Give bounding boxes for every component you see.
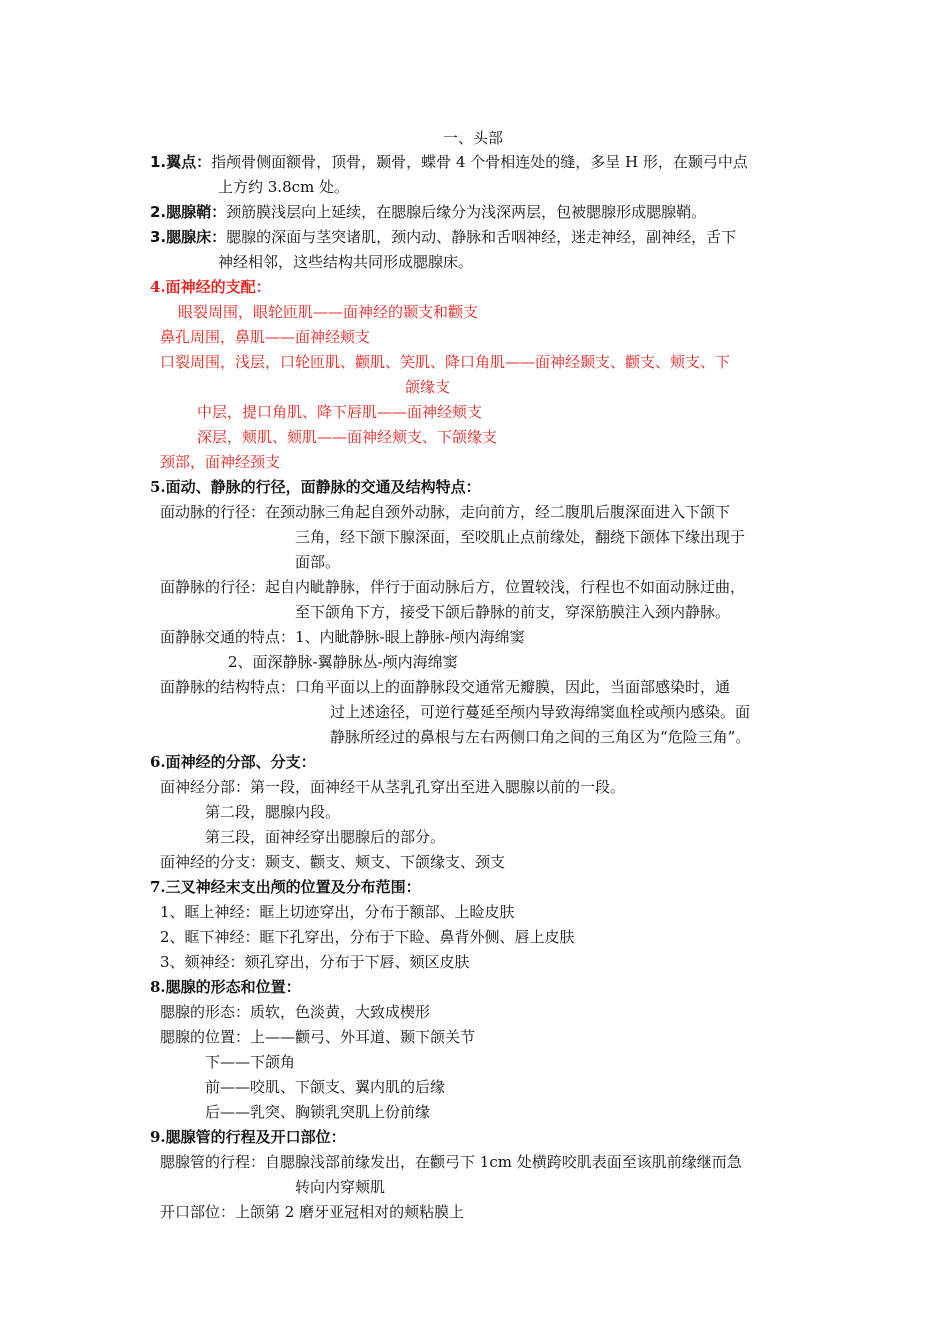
section-8-line: 后——乳突、胸锁乳突肌上份前缘 (205, 1103, 431, 1121)
section-5-line: 面部。 (295, 553, 341, 571)
section-8-heading: 8.腮腺的形态和位置： (150, 978, 301, 996)
section-7-line: 2、眶下神经：眶下孔穿出，分布于下睑、鼻背外侧、唇上皮肤 (160, 928, 575, 946)
section-8-line: 腮腺的位置：上——颧弓、外耳道、颞下颌关节 (160, 1028, 476, 1046)
section-8-line: 下——下颌角 (205, 1053, 296, 1071)
item-number: 2. (150, 203, 167, 221)
item-body: 指颅骨侧面额骨，顶骨，颞骨，蝶骨 4 个骨相连处的缝，多呈 H 形，在颞弓中点 (211, 153, 748, 171)
item-1-pterion (150, 150, 748, 175)
section-4-heading: 4.面神经的支配： (150, 278, 271, 296)
section-5-line: 面静脉的结构特点：口角平面以上的面静脉段交通常无瓣膜，因此，当面部感染时，通 (160, 678, 731, 696)
section-6-heading: 6.面神经的分部、分支： (150, 753, 316, 771)
item-number: 1. (150, 153, 167, 171)
item-body: 腮腺的深面与茎突诸肌，颈内动、静脉和舌咽神经，迷走神经，副神经，舌下 (226, 228, 737, 246)
section-4-line: 颈部，面神经颈支 (160, 453, 281, 471)
section-7-heading: 7.三叉神经末支出颅的位置及分布范围： (150, 878, 421, 896)
section-5-heading: 5.面动、静脉的行径，面静脉的交通及结构特点： (150, 478, 481, 496)
item-colon: ： (211, 203, 227, 221)
section-8-line: 腮腺的形态：质软，色淡黄，大致成楔形 (160, 1003, 431, 1021)
item-number: 3. (150, 228, 167, 246)
section-6-line: 第三段，面神经穿出腮腺后的部分。 (205, 828, 446, 846)
item-1-continuation: 上方约 3.8cm 处。 (218, 178, 350, 196)
section-9-line: 腮腺管的行程：自腮腺浅部前缘发出，在颧弓下 1cm 处横跨咬肌表面至该肌前缘继而急 (160, 1153, 742, 1171)
section-4-line: 口裂周围，浅层，口轮匝肌、颧肌、笑肌、降口角肌——面神经颞支、颧支、颊支、下 (160, 353, 731, 371)
section-6-line: 面神经的分支：颞支、颧支、颊支、下颌缘支、颈支 (160, 853, 506, 871)
item-colon: ： (211, 228, 227, 246)
item-term: 腮腺床 (166, 228, 212, 246)
section-7-line: 3、颏神经：颏孔穿出，分布于下唇、颏区皮肤 (160, 953, 470, 971)
section-4-line: 深层，颊肌、颏肌——面神经颊支、下颌缘支 (197, 428, 498, 446)
section-5-line: 至下颌角下方，接受下颌后静脉的前支，穿深筋膜注入颈内静脉。 (295, 603, 731, 621)
section-5-line: 三角，经下颌下腺深面，至咬肌止点前缘处，翻绕下颌体下缘出现于 (295, 528, 746, 546)
item-3-parotid-bed (150, 225, 736, 250)
section-4-line: 中层，提口角肌、降下唇肌——面神经颊支 (197, 403, 483, 421)
section-5-line: 面动脉的行径：在颈动脉三角起自颈外动脉，走向前方，经二腹肌后腹深面进入下颌下 (160, 503, 731, 521)
section-5-line: 面静脉的行径：起自内眦静脉，伴行于面动脉后方，位置较浅，行程也不如面动脉迂曲， (160, 578, 746, 596)
item-3-continuation: 神经相邻，这些结构共同形成腮腺床。 (218, 253, 474, 271)
item-body: 颈筋膜浅层向上延续，在腮腺后缘分为浅深两层，包被腮腺形成腮腺鞘。 (226, 203, 707, 221)
item-term: 腮腺鞘 (166, 203, 212, 221)
section-8-line: 前——咬肌、下颌支、翼内肌的后缘 (205, 1078, 446, 1096)
section-5-line: 面静脉交通的特点：1、内眦静脉-眼上静脉-颅内海绵窦 (160, 628, 525, 646)
item-term: 翼点 (166, 153, 197, 171)
section-4-line: 眼裂周围，眼轮匝肌——面神经的颞支和颧支 (178, 303, 479, 321)
section-6-line: 第二段，腮腺内段。 (205, 803, 341, 821)
page-title: 一、头部 (443, 129, 504, 147)
section-7-line: 1、眶上神经：眶上切迹穿出，分布于额部、上睑皮肤 (160, 903, 515, 921)
section-9-line: 转向内穿颊肌 (295, 1178, 386, 1196)
item-colon: ： (196, 153, 212, 171)
section-4-line: 鼻孔周围，鼻肌——面神经颊支 (160, 328, 371, 346)
section-6-line: 面神经分部：第一段，面神经干从茎乳孔穿出至进入腮腺以前的一段。 (160, 778, 626, 796)
section-9-heading: 9.腮腺管的行程及开口部位： (150, 1128, 346, 1146)
section-5-line: 2、面深静脉-翼静脉丛-颅内海绵窦 (228, 653, 458, 671)
section-4-line: 颌缘支 (405, 378, 451, 396)
section-9-line: 开口部位：上颌第 2 磨牙亚冠相对的颊粘膜上 (160, 1203, 465, 1221)
item-2-parotid-sheath (150, 200, 706, 225)
section-5-line: 静脉所经过的鼻根与左右两侧口角之间的三角区为“危险三角”。 (330, 728, 751, 746)
section-5-line: 过上述途径，可逆行蔓延至颅内导致海绵窦血栓或颅内感染。面 (330, 703, 751, 721)
